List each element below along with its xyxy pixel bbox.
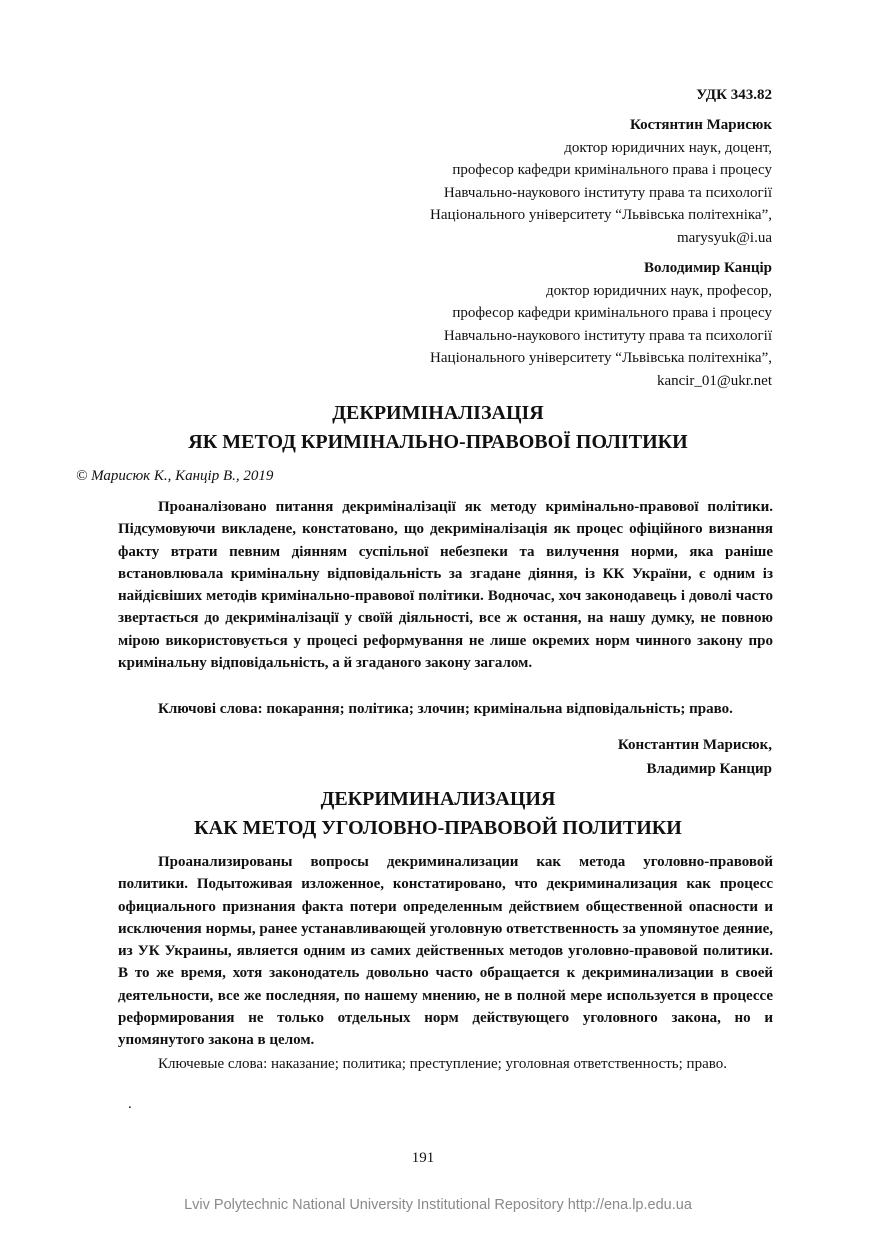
title-ua-line-1: ДЕКРИМІНАЛІЗАЦІЯ (332, 402, 544, 424)
author-2-name: Володимир Канцір (644, 260, 772, 276)
title-ru (0, 785, 876, 843)
author-ru-1: Константин Марисюк, (617, 737, 772, 753)
author-1-block (430, 114, 772, 250)
abstract-ru (118, 851, 773, 1052)
author-1-university: Національного університету “Львівська політехніка”, (430, 207, 772, 224)
repository-footer: Lviv Polytechnic National University Institutional Repository http://ena.lp.edu.ua (184, 1197, 692, 1213)
author-2-institute: Навчально-наукового інституту права та психології (443, 327, 772, 344)
abstract-ua-text: Проаналізовано питання декриміналізації як методу кримінально-правової політики. Підсумовуючи викладене, констатовано, що декриміналізація як процес офіційного визнання факту втрати певним діянням суспільної небезпеки та вилучення норми, яка раніше встановлювала кримінальну відповідальність за згадане діяння, із КК України, є одним із найдієвіших методів кримінально-правової політики. Водночас, хоч законодавець і доволі часто звертається до декриміналізації у своїй діяльності, все ж остання, на нашу думку, не повною мірою використовується у процесі реформування не лише окремих норм чинного закону про кримінальну відповідальність, а й згаданого закону загалом. (118, 499, 773, 672)
author-ru-2: Владимир Канцир (646, 761, 772, 777)
author-1-institute: Навчально-наукового інституту права та психології (443, 184, 772, 201)
author-1-email: marysyuk@i.ua (676, 229, 772, 246)
author-2-position: професор кафедри кримінального права і процесу (452, 305, 772, 322)
keywords-ru-text: Ключевые слова: наказание; политика; преступление; уголовная ответственность; право. (158, 1056, 727, 1072)
keywords-ru (118, 1053, 773, 1075)
author-1-position: професор кафедри кримінального права і процесу (452, 162, 772, 179)
title-ua-line-2: ЯК МЕТОД КРИМІНАЛЬНО-ПРАВОВОЇ ПОЛІТИКИ (188, 431, 688, 453)
udk-code: УДК 343.82 (696, 87, 772, 103)
keywords-ua-text: Ключові слова: покарання; політика; злочин; кримінальна відповідальність; право. (158, 701, 733, 717)
author-2-degree: доктор юридичних наук, професор, (546, 282, 772, 299)
copyright-note: © Марисюк К., Канцір В., 2019 (76, 468, 274, 484)
stray-dot: . (128, 1096, 132, 1112)
abstract-ua (118, 496, 773, 674)
title-ua (0, 399, 876, 457)
author-1-degree: доктор юридичних наук, доцент, (564, 139, 772, 156)
page-number: 191 (411, 1150, 435, 1166)
title-ru-line-2: КАК МЕТОД УГОЛОВНО-ПРАВОВОЙ ПОЛИТИКИ (194, 817, 682, 839)
author-2-email: kancir_01@ukr.net (656, 372, 772, 389)
author-2-university: Національного університету “Львівська політехніка”, (430, 350, 772, 367)
keywords-ua (118, 698, 773, 720)
author-1-name: Костянтин Марисюк (629, 117, 772, 133)
title-ru-line-1: ДЕКРИМИНАЛИЗАЦИЯ (320, 788, 556, 810)
abstract-ru-text: Проанализированы вопросы декриминализации как метода уголовно-правовой политики. Подытоживая изложенное, констатировано, что декриминализация как процесс официального признания факта потери определенным действием общественной опасности и исключения нормы, ранее устанавливающей уголовную ответственность за упомянутое деяние, из УК Украины, является одним из самих действенных методов уголовно-правовой политики. В то же время, хотя законодатель довольно часто обращается к декриминализации в своей деятельности, все же последняя, по нашему мнению, не в полной мере используется в процессе реформирования не только отдельных норм действующего уголовного закона, но и упомянутого закона в целом. (118, 854, 773, 1049)
authors-ru (618, 733, 772, 781)
author-2-block (430, 257, 772, 393)
